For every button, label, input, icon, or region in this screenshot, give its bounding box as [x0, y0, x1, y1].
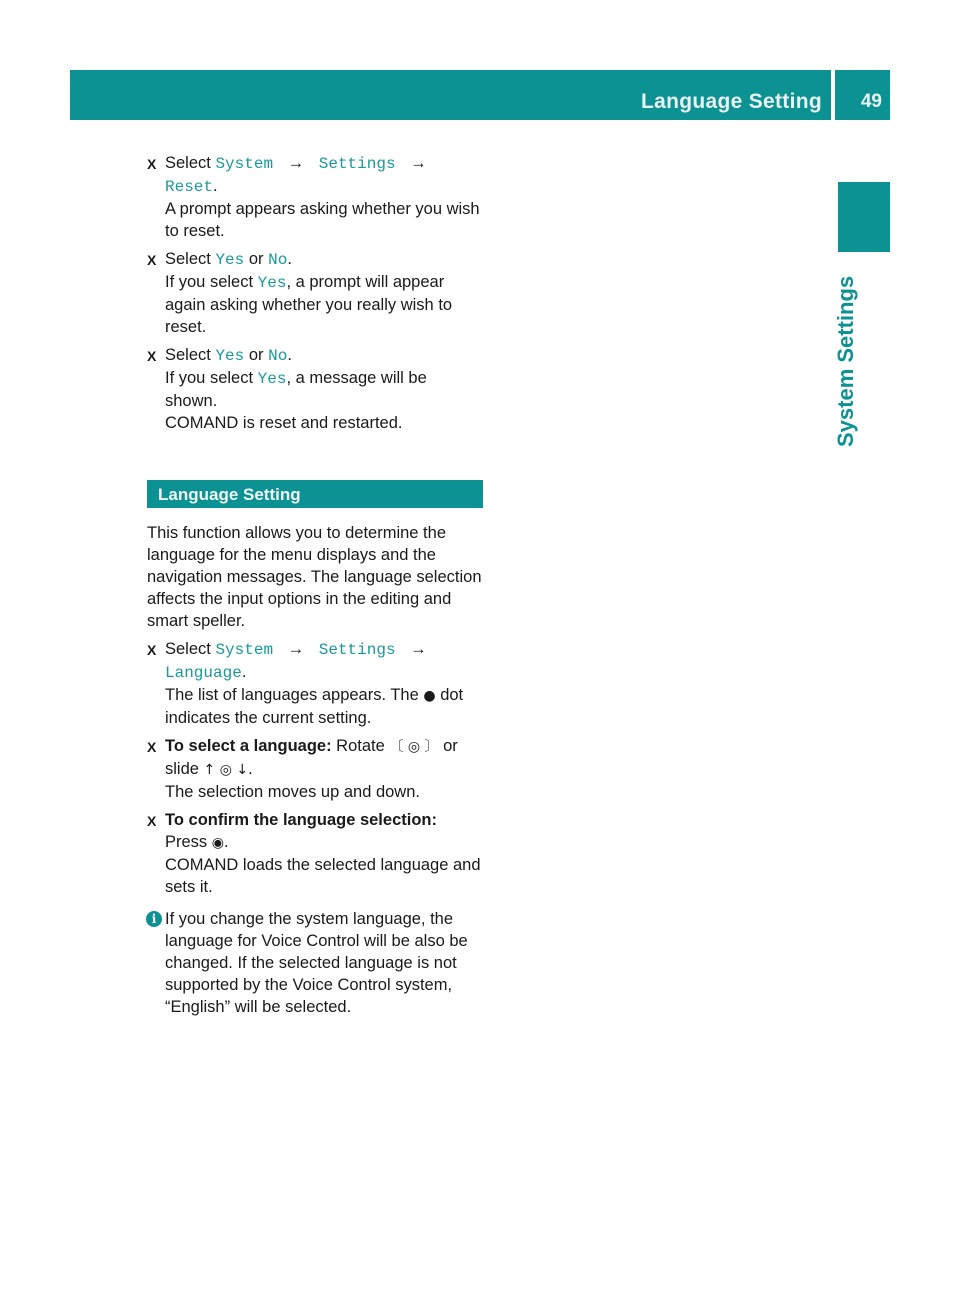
page-number: 49: [860, 91, 882, 112]
softkey-yes: Yes: [215, 347, 245, 365]
step-result: , a message will be shown.: [165, 369, 427, 410]
header-separator: [831, 70, 835, 120]
rotate-controller-icon: 〔 ◎ 〕: [389, 739, 439, 755]
step-text: Select: [165, 346, 211, 364]
step-text: slide: [165, 760, 199, 778]
step-text: Rotate: [336, 737, 385, 755]
step-reset-2: X Select Yes or No. If you select Yes, a prompt will appear again asking whether you really wish to reset.: [147, 250, 453, 336]
softkey-settings: Settings: [318, 641, 396, 659]
step-text: or: [248, 346, 264, 364]
softkey-no: No: [268, 347, 288, 365]
step-result: COMAND loads the selected language and sets it.: [165, 856, 481, 896]
softkey-yes: Yes: [215, 251, 245, 269]
step-text: or: [248, 250, 264, 268]
step-text: If you select: [165, 369, 254, 387]
side-tab-label: System Settings: [833, 275, 858, 447]
softkey-system: System: [215, 641, 274, 659]
step-text: or: [443, 737, 458, 755]
arrow-icon: →: [410, 154, 427, 172]
info-note: [147, 908, 483, 1018]
arrow-icon: →: [287, 640, 305, 658]
step-marker-icon: X: [147, 642, 157, 658]
arrow-icon: →: [410, 640, 427, 658]
softkey-yes: Yes: [257, 274, 287, 292]
step-result: COMAND is reset and restarted.: [165, 414, 403, 432]
softkey-language: Language: [165, 664, 242, 682]
step-marker-icon: X: [147, 739, 157, 755]
step-marker-icon: X: [147, 156, 157, 172]
dot-icon: ●: [423, 688, 436, 704]
softkey-reset: Reset: [165, 178, 214, 196]
step-marker-icon: X: [147, 813, 157, 829]
step-language-3: X To confirm the language selection: Press ◉. COMAND loads the selected language and sets it.: [147, 811, 481, 896]
step-label: To select a language:: [165, 737, 332, 755]
press-controller-icon: ◉: [211, 835, 224, 851]
slide-controller-icon: ↑ ◎ ↓: [203, 762, 249, 778]
intro-paragraph: This function allows you to determine the language for the menu displays and the navigation messages. The language selection affects the input options in the editing and smart speller.: [147, 524, 482, 630]
step-text: Select: [165, 640, 211, 658]
step-label: To confirm the language selection:: [165, 811, 437, 829]
step-result: The selection moves up and down.: [165, 783, 420, 801]
softkey-no: No: [268, 251, 288, 269]
step-result: dot indicates the current setting.: [165, 686, 464, 727]
step-language-1: X Select System → Settings → Language. The list of languages appears. The ● dot indicates the current setting.: [147, 640, 464, 727]
note-text: If you change the system language, the language for Voice Control will be also be changed. If the selected language is not supported by the Voice Control system, “English” will be selected.: [165, 910, 468, 1016]
step-marker-icon: X: [147, 348, 157, 364]
softkey-yes: Yes: [257, 370, 287, 388]
step-text: Press: [165, 833, 208, 851]
step-result: A prompt appears asking whether you wish to reset.: [165, 200, 480, 240]
step-result: , a prompt will appear again asking whether you really wish to reset.: [165, 273, 453, 336]
arrow-icon: →: [287, 154, 305, 172]
softkey-system: System: [215, 155, 274, 173]
step-reset-1: X Select System → Settings → Reset. A prompt appears asking whether you wish to reset.: [147, 154, 480, 240]
side-tab-marker: [838, 182, 890, 252]
main-content: [147, 152, 483, 1018]
header-title: Language Setting: [641, 90, 822, 113]
section-heading: Language Setting: [147, 480, 483, 508]
step-reset-3: X Select Yes or No. If you select Yes, a message will be shown. COMAND is reset and restarted.: [147, 346, 427, 432]
step-text: Select: [165, 154, 211, 172]
step-result: The list of languages appears. The: [165, 686, 419, 704]
step-marker-icon: X: [147, 252, 157, 268]
step-language-2: X To select a language: Rotate 〔 ◎ 〕 or slide ↑ ◎ ↓. The selection moves up and down.: [147, 737, 458, 801]
softkey-settings: Settings: [318, 155, 396, 173]
info-icon: i: [146, 911, 162, 927]
header-bar: [70, 70, 890, 120]
step-text: Select: [165, 250, 211, 268]
step-text: If you select: [165, 273, 254, 291]
